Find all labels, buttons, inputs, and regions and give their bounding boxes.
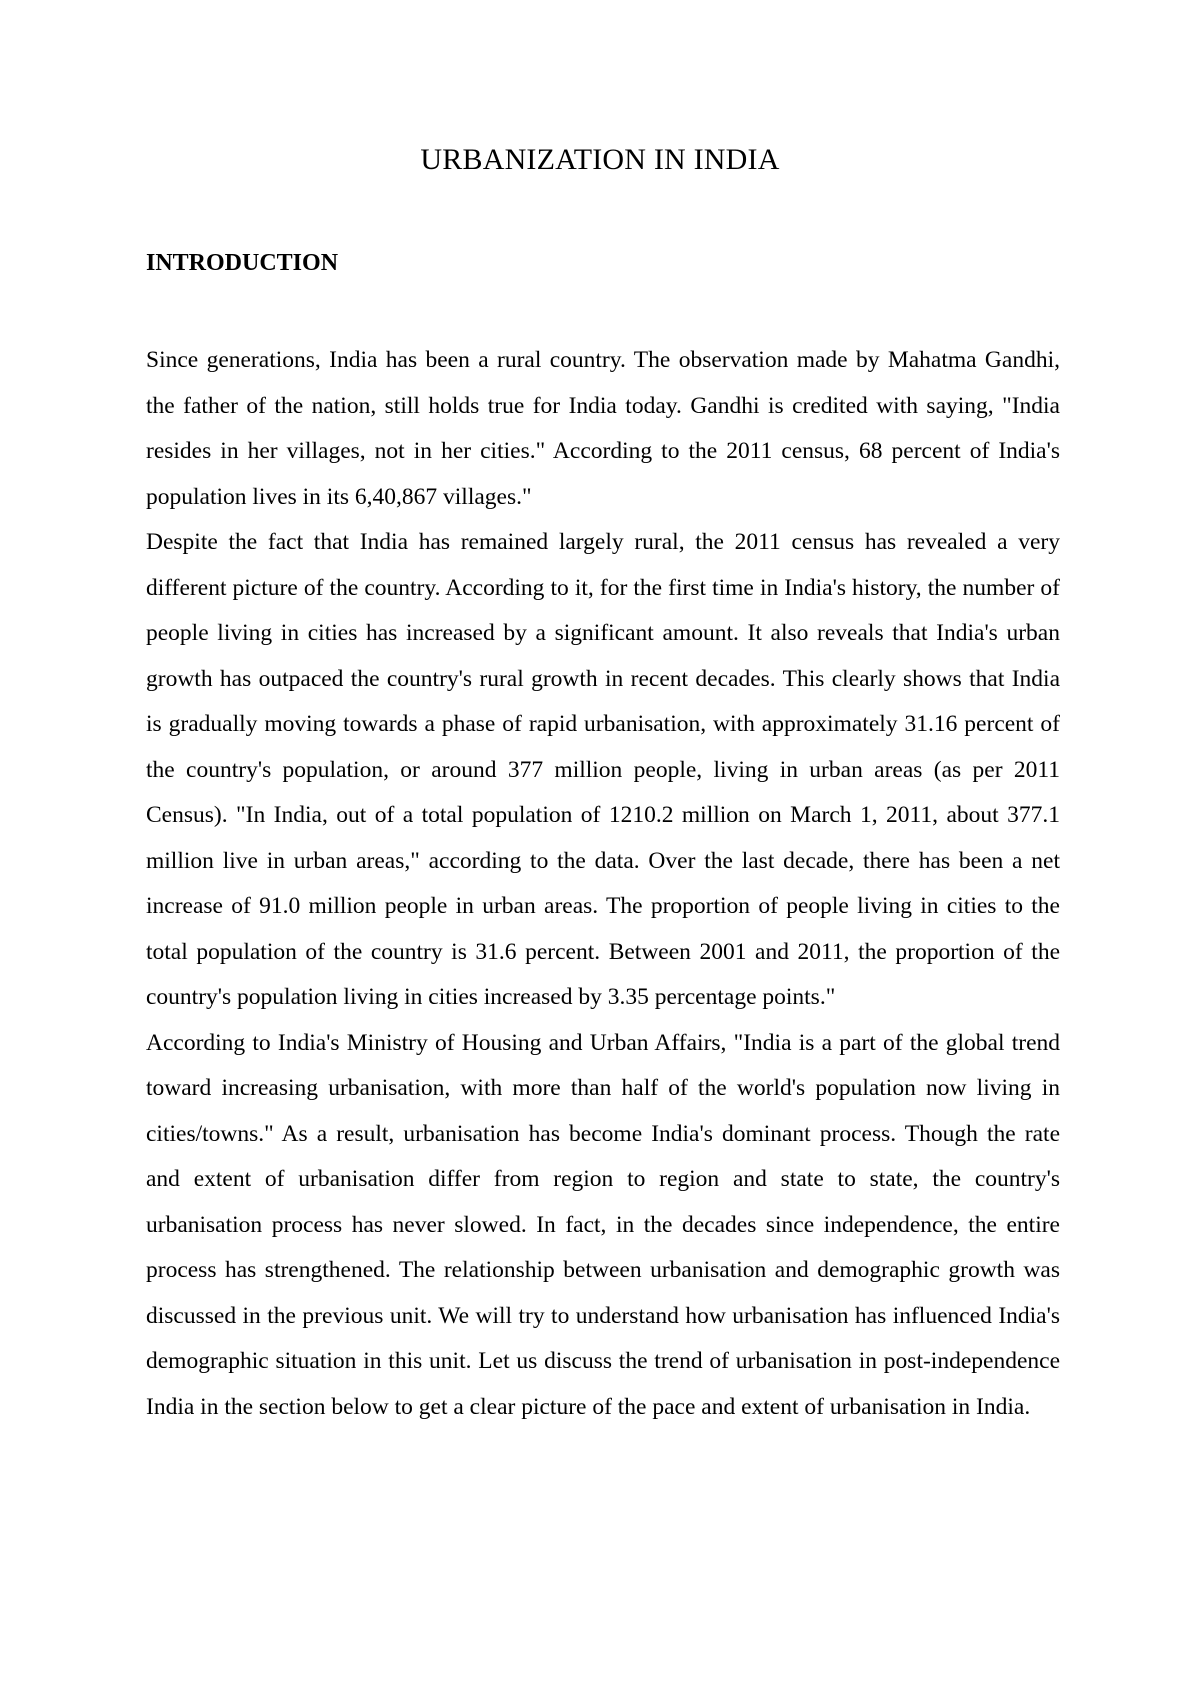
paragraph-1: Since generations, India has been a rural country. The observation made by Mahatma Gandhi, the father of the nation, still holds true for India today. Gandhi is credited with saying, "India resides in her villages, not in her cities." According to the 2011 census, 68 percent of India's population lives in its 6,40,867 villages." — [146, 347, 1060, 510]
introduction-body — [146, 338, 1060, 1430]
document-title: URBANIZATION IN INDIA — [420, 143, 780, 176]
section-heading-introduction: INTRODUCTION — [146, 250, 339, 276]
paragraph-2: Despite the fact that India has remained largely rural, the 2011 census has revealed a very different picture of the country. According to it, for the first time in India's history, the number of people living in cities has increased by a significant amount. It also reveals that India's urban growth has outpaced the country's rural growth in recent decades. This clearly shows that India is gradually moving towards a phase of rapid urbanisation, with approximately 31.16 percent of the country's population, or around 377 million people, living in urban areas (as per 2011 Census). "In India, out of a total population of 1210.2 million on March 1, 2011, about 377.1 million live in urban areas," according to the data. Over the last decade, there has been a net increase of 91.0 million people in urban areas. The proportion of people living in cities to the total population of the country is 31.6 percent. Between 2001 and 2011, the proportion of the country's population living in cities increased by 3.35 percentage points." — [146, 529, 1060, 1010]
paragraph-3: According to India's Ministry of Housing and Urban Affairs, "India is a part of the global trend toward increasing urbanisation, with more than half of the world's population now living in cities/towns." As a result, urbanisation has become India's dominant process. Though the rate and extent of urbanisation differ from region to region and state to state, the country's urbanisation process has never slowed. In fact, in the decades since independence, the entire process has strengthened. The relationship between urbanisation and demographic growth was discussed in the previous unit. We will try to understand how urbanisation has influenced India's demographic situation in this unit. Let us discuss the trend of urbanisation in post-independence India in the section below to get a clear picture of the pace and extent of urbanisation in India. — [146, 1029, 1060, 1420]
